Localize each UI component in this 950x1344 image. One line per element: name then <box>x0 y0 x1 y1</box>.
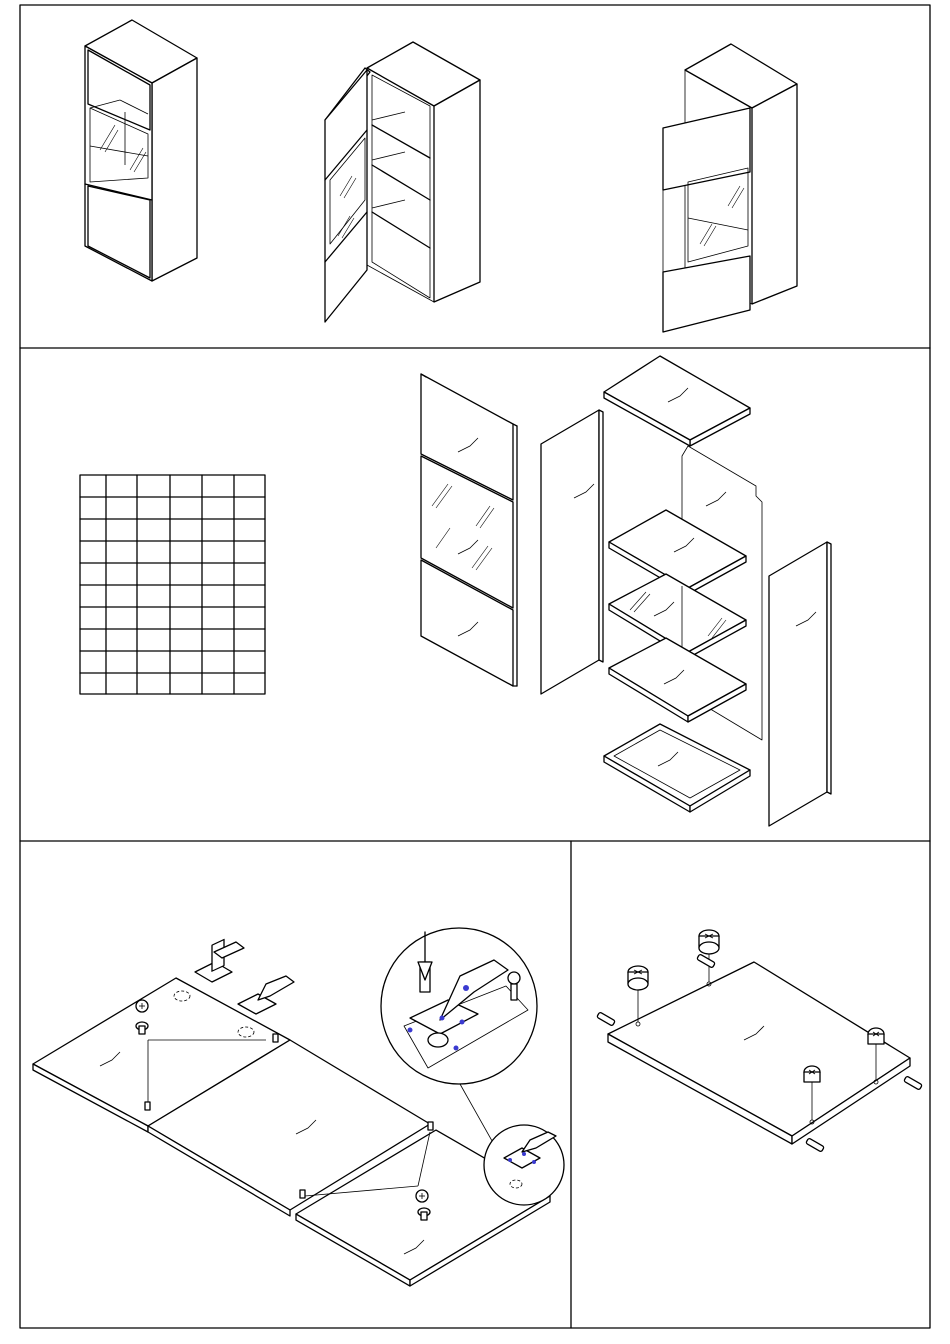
exploded-front-doors <box>421 374 517 686</box>
exploded-right-side-panel <box>769 542 831 826</box>
cam-dowel-step <box>597 930 923 1152</box>
exploded-shelves <box>609 510 746 722</box>
parts-count-table <box>80 475 265 694</box>
detail-magnifier-large <box>381 928 537 1084</box>
exploded-left-side-panel <box>541 410 603 694</box>
cabinet-door-open-view <box>325 42 480 322</box>
detail-magnifier-small <box>484 1125 564 1205</box>
hinge-assembly-step <box>33 928 564 1286</box>
hinge-fitting-2 <box>238 976 294 1014</box>
exploded-bottom-panel <box>604 724 750 812</box>
cabinet-closed-view <box>85 20 197 281</box>
cam-lock-2 <box>628 966 648 1022</box>
exploded-top-panel <box>604 356 750 446</box>
hinge-fitting-1 <box>195 940 244 982</box>
cabinet-flap-open-view <box>663 44 797 332</box>
